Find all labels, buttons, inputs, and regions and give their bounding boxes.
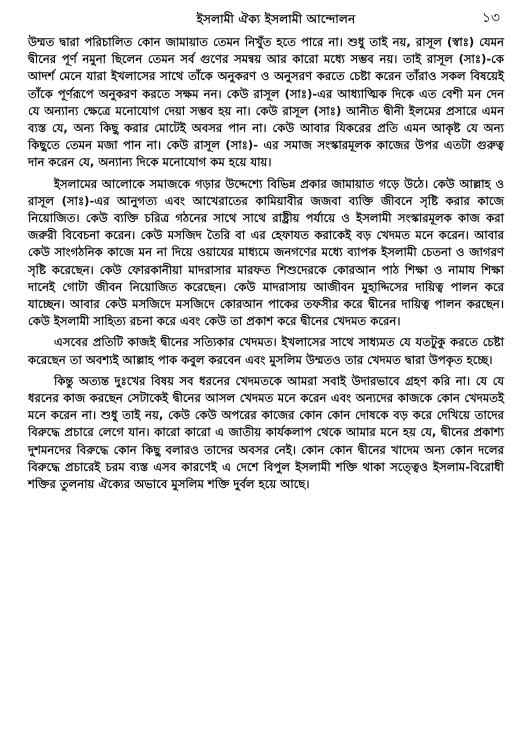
body-text — [28, 34, 504, 493]
paragraph-1: উম্মত দ্বারা পরিচালিত কোন জামায়াত তেমন নিখুঁত হতে পারে না। শুধু তাই নয়, রাসূল (স্বাঃ) যেমন দ্বীনের পূর্ণ নমুনা ছিলেন তেমন সর্ব গুণের সমন্বয় আর কারো মধ্যে সম্ভব নয়। তাই রাসূল (সাঃ)-কে আদর্শ মেনে যারা ইখলাসের সাথে তাঁকে অনুকরণ ও অনুসরণ করতে চেষ্টা করেন তাঁরাও সকল বিষয়েই তাঁকে পূর্ণরূপে অনুকরণ করতে সক্ষম নন। কেউ রাসূল (সাঃ)-এর আধ্যাত্মিক দিকে এত বেশী মন দেন যে অন্যান্য ক্ষেত্রে মনোযোগ দেয়া সম্ভব হয় না। কেউ রাসূল (সাঃ) আনীত দ্বীনী ইলমের প্রসারে এমন ব্যস্ত যে, অন্য কিছু করার মোটেই অবসর পান না। কেউ আবার যিকরের প্রতি এমন আকৃষ্ট যে অন্য কিছুতে তেমন মজা পান না। কেউ রাসূল (সাঃ)- এর সমাজ সংস্কারমূলক কাজের উপর এতটা গুরুত্ব দান করেন যে, অন্যান্য দিকে মনোযোগ কম হয়ে যায়। — [28, 35, 504, 170]
paragraph-4: কিন্তু অত্যন্ত দুঃখের বিষয় সব ধরনের খেদমতকে আমরা সবাই উদারভাবে গ্রহণ করি না। যে যে ধরনের কাজ করছেন সেটাকেই দ্বীনের আসল খেদমত মনে করেন এবং অন্যদের কাজকে কোন খেদমতই মনে করেন না। শুধু তাই নয়, কেউ কেউ অপরের কাজের কোন কোন দোষকে বড় করে দেখিয়ে তাদের বিরুদ্ধে প্রচারে লেগে যান। কারো কারো এ জাতীয় কার্যকলাপ থেকে আমার মনে হয় যে, দ্বীনের প্রকাশ্য দুশমনদের বিরুদ্ধে কোন কিছু বলারও তাদের অবসর নেই। কোন কোন দ্বীনের খাদেম অন্য কোন দলের বিরুদ্ধে প্রচারেই চরম ব্যস্ত এসব কারণেই এ দেশে বিপুল ইসলামী শক্তি থাকা সত্ত্বেও ইসলাম-বিরোধী শক্তির তুলনায় ঐক্যের অভাবে মুসলিম শক্তি দুর্বল হয়ে আছে। — [28, 373, 504, 492]
page-header — [28, 8, 504, 34]
running-title: ইসলামী ঐক্য ইসলামী আন্দোলন — [196, 12, 356, 26]
page-number: ১৩ — [481, 10, 500, 26]
paragraph-2: ইসলামের আলোকে সমাজকে গড়ার উদ্দেশ্যে বিভিন্ন প্রকার জামায়াত গড়ে উঠে। কেউ আল্লাহ ও রাসূল (সাঃ)-এর আনুগত্য এবং আখেরাতের কামিয়াবীর জজবা ব্যক্তি জীবনে সৃষ্টি করার কাজে নিয়োজিত। কেউ ব্যক্তি চরিত্র গঠনের সাথে সাথে রাষ্ট্রীয় পর্যায়ে ও ইসলামী সংস্কারমূলক কাজ করা জরুরী বিবেচনা করেন। কেউ মসজিদ তৈরি বা এর হেফাযত করাকেই বড় খেদমত মনে করেন। আবার কেউ সাংগঠনিক কাজে মন না দিয়ে ওয়াযের মাধ্যমে জনগণের মধ্যে ব্যাপক ইসলামী চেতনা ও জাগরণ সৃষ্টি করেছেন। কেউ ফোরকানীয়া মাদরাসার মারফত শিশুদেরকে কোরআন পাঠ শিক্ষা ও নামায শিক্ষা দানেই গোটা জীবন নিয়োজিত করেছেন। কেউ মাদরাসায় আজীবন মুহাদ্দিসের দায়িত্ব পালন করে যাচ্ছেন। আবার কেউ মসজিদে মসজিদে কোরআন পাকের তফসীর করে দ্বীনের দায়িত্ব পালন করছেন। কেউ ইসলামী সাহিত্য রচনা করে এবং কেউ তা প্রকাশ করে দ্বীনের খেদমত করেন। — [28, 176, 504, 329]
paragraph-3: এসবের প্রতিটি কাজই দ্বীনের সত্যিকার খেদমত। ইখলাসের সাথে সাধ্যমত যে যতটুকু করতে চেষ্টা করেছেন তা অবশ্যই আল্লাহ পাক কবুল করবেন এবং মুসলিম উম্মতও তার খেদমত দ্বারা উপকৃত হচ্ছে। — [28, 335, 504, 367]
